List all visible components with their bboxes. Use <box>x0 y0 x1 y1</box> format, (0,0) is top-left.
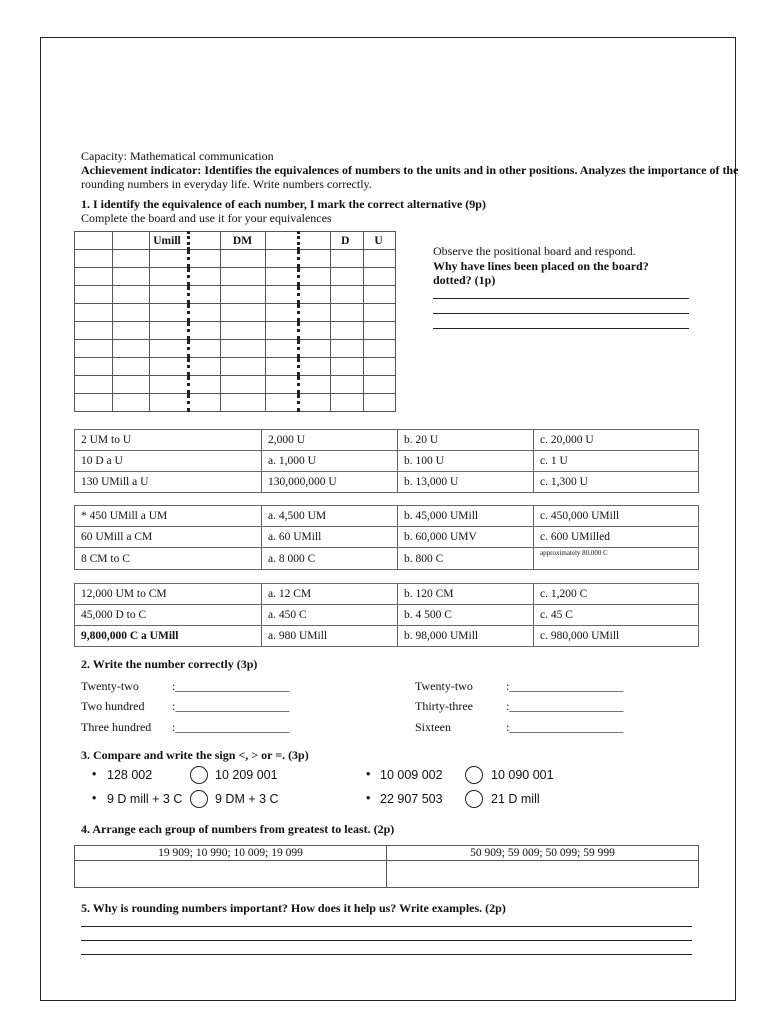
alternatives-table-1 <box>74 429 699 493</box>
table-row <box>75 430 699 451</box>
positional-board <box>74 231 396 412</box>
exercise-cell: 8 CM to C <box>75 548 262 570</box>
option-b[interactable]: b. 13,000 U <box>398 472 534 493</box>
exercise-cell: 60 UMill a CM <box>75 527 262 548</box>
option-b[interactable]: b. 4 500 C <box>398 605 534 626</box>
table-row <box>75 527 699 548</box>
answer-line[interactable] <box>81 926 692 927</box>
option-c[interactable]: c. 980,000 UMill <box>534 626 699 647</box>
comparison-circle[interactable] <box>190 766 208 784</box>
board-header-row <box>75 232 396 250</box>
table-row <box>75 605 699 626</box>
answer-line[interactable] <box>81 940 692 941</box>
bullet-icon: • <box>92 767 97 781</box>
board-header-dm: DM <box>220 232 265 250</box>
board-question-1: Why have lines been placed on the board? <box>433 259 649 273</box>
alternatives-table-3 <box>74 583 699 647</box>
board-cell[interactable] <box>188 232 220 250</box>
indicator-label: Achievement indicator: <box>81 163 202 177</box>
q2-blank[interactable]: :___________________ <box>172 720 290 734</box>
option-a[interactable]: a. 12 CM <box>262 584 398 605</box>
option-a[interactable]: a. 980 UMill <box>262 626 398 647</box>
board-cell[interactable] <box>75 232 113 250</box>
option-b[interactable]: b. 120 CM <box>398 584 534 605</box>
compare-right: 10 090 001 <box>491 768 554 782</box>
q3-title: 3. Compare and write the sign <, > or =. (3p) <box>81 748 309 762</box>
bullet-icon: • <box>366 791 371 805</box>
q2-right-label: Twenty-two <box>415 679 473 693</box>
board-cell[interactable] <box>266 232 298 250</box>
indicator-line-2: rounding numbers in everyday life. Write numbers correctly. <box>81 177 372 191</box>
compare-left: 9 D mill + 3 C <box>107 792 183 806</box>
q2-left-label: Two hundred <box>81 699 145 713</box>
compare-left: 128 002 <box>107 768 153 782</box>
q2-blank[interactable]: :___________________ <box>172 699 290 713</box>
answer-line[interactable] <box>81 954 692 955</box>
q2-right-label: Thirty-three <box>415 699 473 713</box>
board-row <box>75 340 396 358</box>
q1-instruction: Complete the board and use it for your equivalences <box>81 211 332 225</box>
option-c[interactable]: c. 600 UMilled <box>534 527 699 548</box>
comparison-circle[interactable] <box>190 790 208 808</box>
exercise-cell: * 450 UMill a UM <box>75 506 262 527</box>
board-row <box>75 286 396 304</box>
exercise-cell: 10 D a U <box>75 451 262 472</box>
bullet-icon: • <box>366 767 371 781</box>
board-row <box>75 322 396 340</box>
q2-title: 2. Write the number correctly (3p) <box>81 657 258 671</box>
q2-left-label: Three hundred <box>81 720 152 734</box>
option-b[interactable]: b. 800 C <box>398 548 534 570</box>
option-a[interactable]: a. 60 UMill <box>262 527 398 548</box>
exercise-cell: 45,000 D to C <box>75 605 262 626</box>
capacity-text: Capacity: Mathematical communication <box>81 149 274 163</box>
compare-right: 10 209 001 <box>215 768 278 782</box>
number-group: 19 909; 10 990; 10 009; 19 099 <box>75 846 387 861</box>
board-row <box>75 268 396 286</box>
compare-right: 9 DM + 3 C <box>215 792 279 806</box>
option-b[interactable]: b. 100 U <box>398 451 534 472</box>
compare-left: 22 907 503 <box>380 792 443 806</box>
answer-line[interactable] <box>433 328 689 329</box>
comparison-circle[interactable] <box>465 766 483 784</box>
alternatives-table-2 <box>74 505 699 570</box>
q5-title: 5. Why is rounding numbers important? How does it help us? Write examples. (2p) <box>81 901 506 915</box>
table-row <box>75 506 699 527</box>
option-c[interactable]: c. 20,000 U <box>534 430 699 451</box>
option-c[interactable]: c. 1 U <box>534 451 699 472</box>
exercise-cell: 2 UM to U <box>75 430 262 451</box>
arrange-header-row <box>75 846 699 861</box>
q2-left-label: Twenty-two <box>81 679 139 693</box>
board-header-u: U <box>364 232 396 250</box>
option-b[interactable]: b. 45,000 UMill <box>398 506 534 527</box>
option-a[interactable]: a. 450 C <box>262 605 398 626</box>
option-c[interactable]: c. 1,300 U <box>534 472 699 493</box>
table-row <box>75 626 699 647</box>
compare-left: 10 009 002 <box>380 768 443 782</box>
option-a[interactable]: a. 1,000 U <box>262 451 398 472</box>
arrange-answer-cell[interactable] <box>75 861 387 888</box>
bullet-icon: • <box>92 791 97 805</box>
option-c[interactable]: c. 45 C <box>534 605 699 626</box>
observe-text: Observe the positional board and respond. <box>433 244 636 258</box>
answer-line[interactable] <box>433 298 689 299</box>
exercise-cell: 130 UMill a U <box>75 472 262 493</box>
q2-blank[interactable]: :___________________ <box>506 720 624 734</box>
option-b[interactable]: b. 98,000 UMill <box>398 626 534 647</box>
option-c[interactable]: approximately 80,000 C <box>534 548 699 570</box>
table-row <box>75 451 699 472</box>
comparison-circle[interactable] <box>465 790 483 808</box>
arrange-table <box>74 845 699 888</box>
q2-blank[interactable]: :___________________ <box>506 699 624 713</box>
board-header-umill: Umill <box>150 232 188 250</box>
board-row <box>75 376 396 394</box>
indicator-line <box>81 163 738 178</box>
arrange-answer-row <box>75 861 699 888</box>
number-group: 50 909; 59 009; 50 099; 59 999 <box>387 846 699 861</box>
board-row <box>75 358 396 376</box>
compare-right: 21 D mill <box>491 792 540 806</box>
option-c[interactable]: c. 450,000 UMill <box>534 506 699 527</box>
q1-title: 1. I identify the equivalence of each number, I mark the correct alternative (9p) <box>81 197 486 211</box>
option-b[interactable]: b. 20 U <box>398 430 534 451</box>
board-row <box>75 304 396 322</box>
board-question-2: dotted? (1p) <box>433 273 496 287</box>
q2-blank[interactable]: :___________________ <box>506 679 624 693</box>
arrange-answer-cell[interactable] <box>387 861 699 888</box>
option-a[interactable]: a. 8 000 C <box>262 548 398 570</box>
table-row <box>75 584 699 605</box>
option-b[interactable]: b. 60,000 UMV <box>398 527 534 548</box>
q2-right-label: Sixteen <box>415 720 451 734</box>
option-c[interactable]: c. 1,200 C <box>534 584 699 605</box>
board-row <box>75 250 396 268</box>
option-a[interactable]: 130,000,000 U <box>262 472 398 493</box>
indicator-text: Identifies the equivalences of numbers to the units and in other positions. Analyzes the importance of the <box>201 163 739 177</box>
board-cell[interactable] <box>112 232 150 250</box>
table-row <box>75 472 699 493</box>
option-a[interactable]: a. 4,500 UM <box>262 506 398 527</box>
exercise-cell: 12,000 UM to CM <box>75 584 262 605</box>
option-a[interactable]: 2,000 U <box>262 430 398 451</box>
board-header-d: D <box>331 232 364 250</box>
answer-line[interactable] <box>433 313 689 314</box>
board-cell[interactable] <box>298 232 330 250</box>
exercise-cell: 9,800,000 C a UMill <box>75 626 262 647</box>
q4-title: 4. Arrange each group of numbers from greatest to least. (2p) <box>81 822 395 836</box>
q2-blank[interactable]: :___________________ <box>172 679 290 693</box>
board-row <box>75 394 396 412</box>
table-row <box>75 548 699 570</box>
